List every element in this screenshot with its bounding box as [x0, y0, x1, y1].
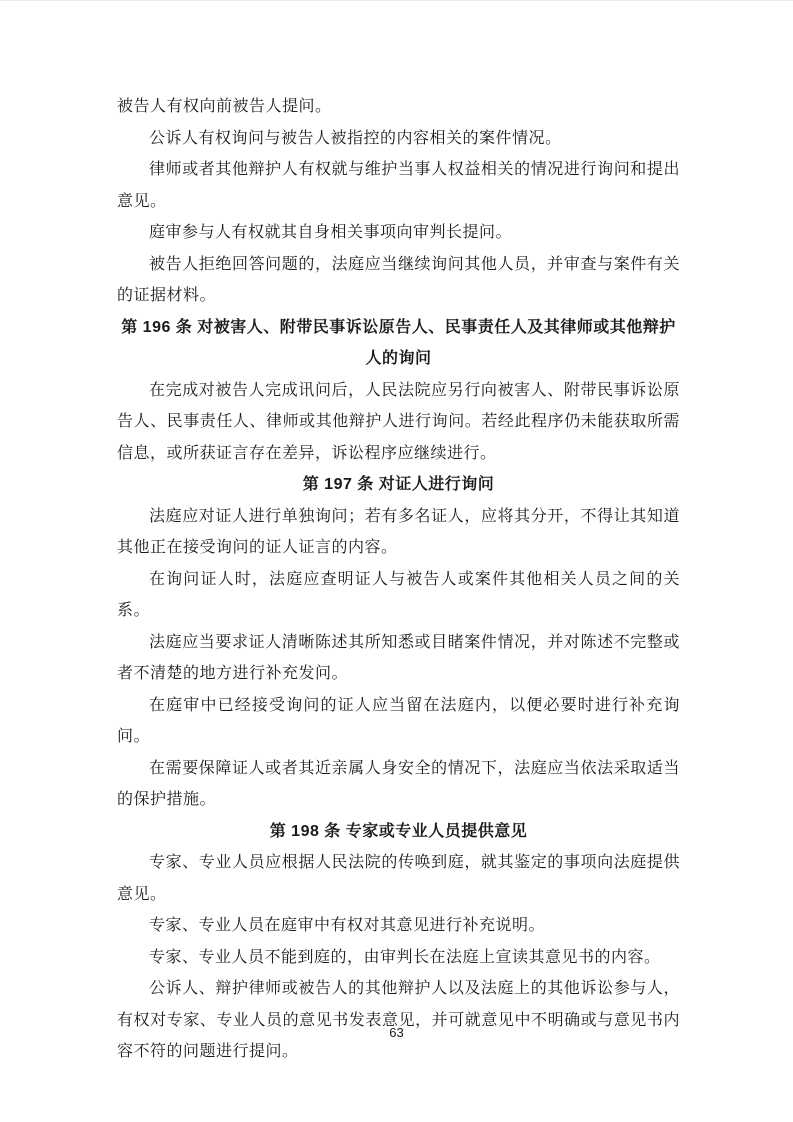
paragraph: 被告人有权向前被告人提问。 — [117, 98, 332, 115]
paragraph: 律师或者其他辩护人有权就与维护当事人权益相关的情况进行询问和提出意见。 — [117, 161, 680, 210]
paragraph: 专家、专业人员不能到庭的，由审判长在法庭上宣读其意见书的内容。 — [149, 948, 661, 966]
paragraph: 在询问证人时，法庭应查明证人与被告人或案件其他相关人员之间的关系。 — [117, 570, 680, 619]
paragraph: 法庭应当要求证人清晰陈述其所知悉或目睹案件情况，并对陈述不完整或者不清楚的地方进行补充发问。 — [117, 633, 680, 682]
paragraph: 法庭应对证人进行单独询问；若有多名证人，应将其分开，不得让其知道其他正在接受询问的证人证言的内容。 — [117, 507, 680, 556]
article-heading: 第 196 条 对被害人、附带民事诉讼原告人、民事责任人及其律师或其他辩护人的询问 — [121, 318, 676, 367]
paragraph: 公诉人有权询问与被告人被指控的内容相关的案件情况。 — [149, 129, 562, 147]
paragraph: 专家、专业人员应根据人民法院的传唤到庭，就其鉴定的事项向法庭提供意见。 — [117, 854, 680, 903]
page-number: 63 — [389, 1025, 404, 1040]
article-heading: 第 197 条 对证人进行询问 — [302, 476, 495, 493]
paragraph: 专家、专业人员在庭审中有权对其意见进行补充说明。 — [149, 917, 546, 934]
paragraph: 在完成对被告人完成讯问后，人民法院应另行向被害人、附带民事诉讼原告人、民事责任人、律师或其他辩护人进行询问。若经此程序仍未能获取所需信息，或所获证言存在差异，诉讼程序应继续进行。 — [117, 381, 680, 462]
paragraph: 庭审参与人有权就其自身相关事项向审判长提问。 — [149, 224, 513, 241]
paragraph: 在需要保障证人或者其近亲属人身安全的情况下，法庭应当依法采取适当的保护措施。 — [117, 759, 680, 808]
paragraph: 被告人拒绝回答问题的，法庭应当继续询问其他人员，并审查与案件有关的证据材料。 — [117, 255, 680, 304]
paragraph: 在庭审中已经接受询问的证人应当留在法庭内，以便必要时进行补充询问。 — [117, 696, 680, 745]
article-heading: 第 198 条 专家或专业人员提供意见 — [269, 822, 528, 840]
paragraph: 公诉人、辩护律师或被告人的其他辩护人以及法庭上的其他诉讼参与人，有权对专家、专业人员的意见书发表意见，并可就意见中不明确或与意见书内容不符的问题进行提问。 — [117, 980, 680, 1060]
document-body — [117, 91, 680, 1068]
